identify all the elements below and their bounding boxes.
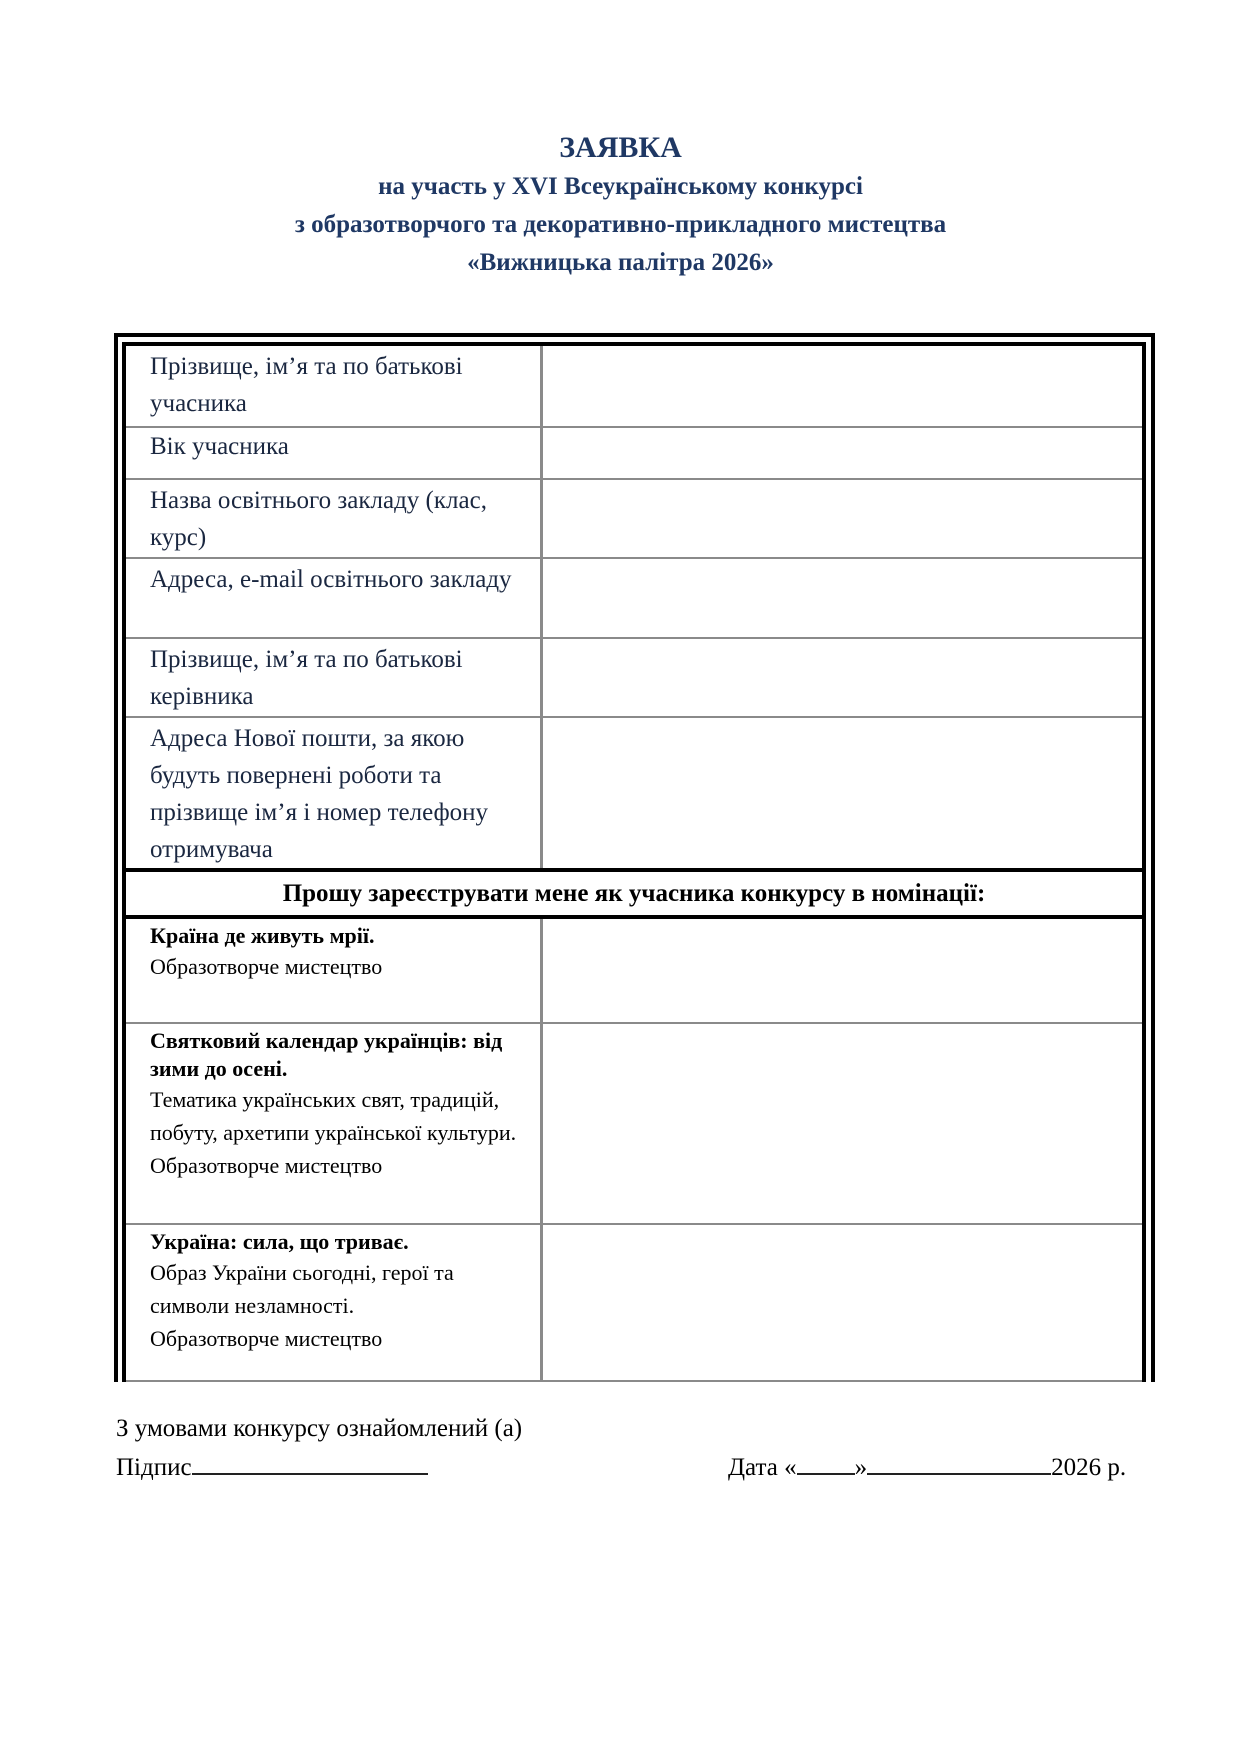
nomination-label [126, 1225, 543, 1380]
date-line [728, 1447, 1126, 1486]
form-row-participant-age [126, 428, 1142, 480]
signature-line [116, 1447, 428, 1486]
nomination-row [126, 1024, 1142, 1225]
delivery-address-field[interactable] [543, 718, 1142, 868]
nomination-title: Святковий календар українців: від зими до осені. [150, 1028, 503, 1081]
nomination-row [126, 919, 1142, 1024]
form-row-school-name [126, 480, 1142, 559]
form-row-delivery-address [126, 718, 1142, 872]
date-label: Дата « [728, 1454, 797, 1481]
field-label: Вік учасника [126, 428, 543, 478]
document-header [0, 128, 1241, 282]
date-day-field[interactable] [797, 1447, 855, 1475]
participant-age-field[interactable] [543, 428, 1142, 478]
nomination-label [126, 1024, 543, 1223]
participant-name-field[interactable] [543, 346, 1142, 426]
supervisor-name-field[interactable] [543, 639, 1142, 716]
section-header-text: Прошу зареєструвати мене як учасника конкурсу в номінації: [282, 879, 986, 907]
nomination-choice-field[interactable] [543, 919, 1142, 1022]
field-label: Прізвище, ім’я та по батькові керівника [126, 639, 543, 716]
nomination-description: Образ України сьогодні, герої та символи незламності. [150, 1260, 454, 1318]
date-month-field[interactable] [867, 1447, 1051, 1475]
nomination-category: Образотворче мистецтво [150, 1326, 383, 1351]
nomination-choice-field[interactable] [543, 1024, 1142, 1223]
signature-label: Підпис [116, 1454, 192, 1481]
form-row-school-address [126, 559, 1142, 639]
nomination-title: Україна: сила, що триває. [150, 1229, 409, 1254]
nomination-category: Образотворче мистецтво [150, 1153, 383, 1178]
nomination-section-header [126, 872, 1142, 919]
nomination-title: Країна де живуть мрії. [150, 923, 375, 948]
subtitle-line-1: на участь у XVI Всеукраїнському конкурсі [378, 173, 863, 200]
nomination-description: Тематика українських свят, традицій, побуту, архетипи української культури. [150, 1087, 517, 1145]
date-quote-close: » [854, 1454, 868, 1481]
school-address-field[interactable] [543, 559, 1142, 637]
nomination-row [126, 1225, 1142, 1382]
field-label: Назва освітнього закладу (клас, курс) [126, 480, 543, 557]
application-form-table [126, 346, 1142, 1382]
date-year-suffix: 2026 р. [1051, 1454, 1127, 1481]
school-name-field[interactable] [543, 480, 1142, 557]
form-row-supervisor-name [126, 639, 1142, 718]
field-label: Адреса Нової пошти, за якою будуть повернені роботи та прізвище ім’я і номер телефону отримувача [126, 718, 543, 868]
subtitle-line-3: «Вижницька палітра 2026» [467, 249, 774, 276]
nomination-choice-field[interactable] [543, 1225, 1142, 1380]
signature-field[interactable] [192, 1447, 428, 1475]
subtitle-line-2: з образотворчого та декоративно-прикладного мистецтва [294, 211, 947, 238]
form-row-participant-name [126, 346, 1142, 428]
document-title: ЗАЯВКА [559, 131, 682, 164]
field-label: Прізвище, ім’я та по батькові учасника [126, 346, 543, 426]
field-label: Адреса, e-mail освітнього закладу [126, 559, 543, 637]
nomination-category: Образотворче мистецтво [150, 954, 383, 979]
acknowledgement-text: З умовами конкурсу ознайомлений (а) [116, 1415, 523, 1442]
nomination-label [126, 919, 543, 1022]
